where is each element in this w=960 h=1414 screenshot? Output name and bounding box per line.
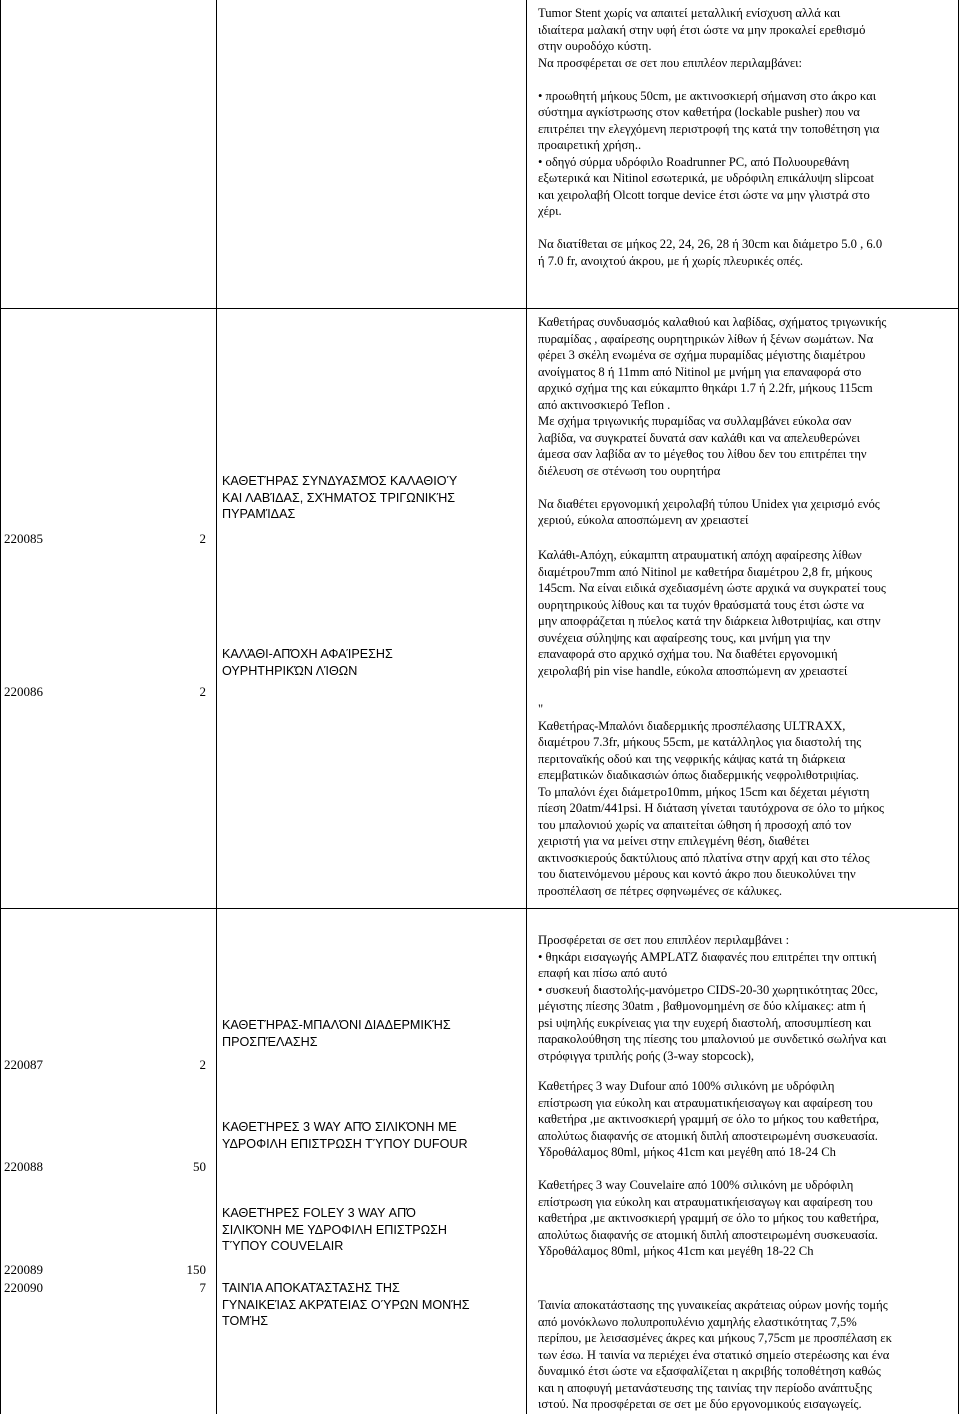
item-quantity: 2 [199,1057,206,1072]
item-title: ΤΑΙΝΊΑ ΑΠΟΚΑΤΆΣΤΑΣΗΣ ΤΗΣ ΓΥΝΑΙΚΕΊΑΣ ΑΚΡΆΤΕΙΑΣ ΟΎΡΩΝ ΜΟΝΉΣ ΤΟΜΉΣ [222,1281,470,1328]
table-border-left [0,0,1,1414]
item-description: " Καθετήρας-Μπαλόνι διαδερμικής προσπέλασης ULTRAXX, διαμέτρου 7.3fr, μήκους 55cm, με κατάλληλος για διαστολή της περιτοναϊκής οδού και της νεφρικής κάψας κατά τη διάρκεια επεμβατικών διαδικασιών όπως διαδερμικής νεφρολιθοτριψίας. Το μπαλόνι έχει διάμετρο10mm, μήκος 15cm και δέχεται μέγιστη πίεση 20atm/441psi. Η διάταση γίνεται ταυτόχρονα σε όλο το μήκος του μπαλονιού χωρίς να απαιτείται ώθηση ή προσοχή από τον χειριστή για να μείνει στην επιλεγμένη θέση, διαθέτει ακτινοσκιερούς δακτύλιους από πλατίνα στην αρχή και στο τέλος του διατεινόμενου μέρους και κοντό άκρο που διευκολύνει την προσπέλαση σε πέτρες σφηνωμένες σε κάλυκες. Προσφέρεται σε σετ που επιπλέον περιλαμβάνει : • θηκάρι εισαγωγής AMPLATZ διαφανές που επιτρέπει την οπτική επαφή και πίσω από αυτό • συσκευή διαστολής-μανόμετρο CIDS-20-30 χωρητικότητας 20cc, μέγιστης πίεσης 30atm , βαθμονομημένη σε δύο κλίμακες: atm ή psi υψηλής ευκρίνειας για την ευχερή διαστολή, αποσυμπίεση και παρακολούθηση της πίεσης του μπαλονιού με συνδετικό σωλήνα και στρόφιγγα τριπλής ροής (3-way stopcock), [538,702,887,1063]
item-code: 220087 [4,1057,43,1072]
column-divider-code-title [216,0,217,1414]
item-title: ΚΑΘΕΤΉΡΕΣ 3 WAY ΑΠΌ ΣΙΛΙΚΌΝΗ ΜΕ ΥΔΡΟΦΙΛΗ ΕΠΙΣΤΡΩΣΗ ΤΎΠΟΥ DUFOUR [222,1120,468,1151]
item-title: ΚΑΘΕΤΉΡΕΣ FOLEY 3 WAY ΑΠΌ ΣΙΛΙΚΌΝΗ ΜΕ ΥΔΡΟΦΙΛΗ ΕΠΙΣΤΡΩΣΗ ΤΎΠΟΥ COUVELAIR [222,1206,447,1253]
item-quantity: 2 [199,531,206,546]
item-code: 220090 [4,1280,43,1295]
item-quantity: 2 [199,684,206,699]
item-quantity: 7 [199,1280,206,1295]
table-border-right [958,0,959,1414]
column-divider-title-desc [526,0,527,1414]
item-code: 220089 [4,1262,43,1277]
item-title: ΚΑΘΕΤΉΡΑΣ ΣΥΝΔΥΑΣΜΌΣ ΚΑΛΑΘΙΟΎ ΚΑΙ ΛΑΒΊΔΑΣ, ΣΧΉΜΑΤΟΣ ΤΡΙΓΩΝΙΚΉΣ ΠΥΡΑΜΊΔΑΣ [222,474,458,521]
item-title: ΚΑΘΕΤΉΡΑΣ-ΜΠΑΛΌΝΙ ΔΙΑΔΕΡΜΙΚΉΣ ΠΡΟΣΠΈΛΑΣΗΣ [222,1018,451,1049]
item-quantity: 50 [193,1159,206,1174]
item-code: 220088 [4,1159,43,1174]
item-description: Καθετήρες 3 way Couvelaire από 100% σιλικόνη με υδρόφιλη επίστρωση για εύκολη και ατραυματικήεισαγωγ και αφαίρεση του καθετήρα ,με ακτινοσκιερή γραμμή σε όλο το μήκος του καθετήρα, απολύτως διαφανής σε ατομική διπλή αποστειρωμένη συσκευασία. Υδροθάλαμος 80ml, μήκος 41cm και μεγέθη 18-22 Ch [538,1178,880,1258]
item-description: Καλάθι-Απόχη, εύκαμπτη ατραυματική απόχη αφαίρεσης λίθων διαμέτρου7mm από Nitinol με καθετήρα διαμέτρου 2,8 fr, μήκους 145cm. Να είναι ειδικά σχεδιασμένη ώστε αρχικά να συγκρατεί τους ουρητηρικούς λίθους και τα τυχόν θραύσματά τους έτσι ώστε να μην αποφράζεται η πύελος κατά την διάρκεια λιθοτριψίας, και στην συνέχεια σύληψης και αφαίρεσης τους, και μνήμη για την επαναφορά στο αρχικό σχήμα του. Να διαθέτει εργονομική χειρολαβή pin vise handle, εύκολα αποσπώμενη αν χρειαστεί [538,548,886,678]
item-quantity: 150 [186,1262,206,1277]
top-description: Tumor Stent χωρίς να απαιτεί μεταλλική ενίσχυση αλλά και ιδιαίτερα μαλακή στην υφή έτσι ώστε να μην προκαλεί ερεθισμό στην ουροδόχο κύστη. Να προσφέρεται σε σετ που επιπλέον περιλαμβάνει: • προωθητή μήκους 50cm, με ακτινοσκιερή σήμανση στο άκρο και σύστημα αγκίστρωσης στον καθετήρα (lockable pusher) που να επιτρέπει την ελεγχόμενη περιστροφή της κατά την τοποθέτηση για προαιρετική χρήση.. • οδηγό σύρμα υδρόφιλο Roadrunner PC, από Πολυουρεθάνη εξωτερικά και Nitinol εσωτερικά, με υδρόφιλη επικάλυψη slipcoat και χειρολαβή Olcott torque device έτσι ώστε να μην γλιστρά στο χέρι. Να διατίθεται σε μήκος 22, 24, 26, 28 ή 30cm και διάμετρο 5.0 , 6.0 ή 7.0 fr, ανοιχτού άκρου, με ή χωρίς πλευρικές οπές. [538,6,883,268]
item-description: Καθετήρας συνδυασμός καλαθιού και λαβίδας, σχήματος τριγωνικής πυραμίδας , αφαίρεσης ουρητηρικών λίθων ή ξένων σωμάτων. Να φέρει 3 σκέλη ενωμένα σε σχήμα πυραμίδας μέγιστης διαμέτρου ανοίγματος 8 ή 11mm από Nitinol με μνήμη για επαναφορά στο αρχικό σχήμα της και εύκαμπτο θηκάρι 1.7 ή 2.2fr, μήκους 115cm από ακτινοσκιερό Teflon . Με σχήμα τριγωνικής πυραμίδας να συλλαμβάνει εύκολα σαν λαβίδα, να συγκρατεί δυνατά σαν καλάθι και να απελευθερώνει άμεσα σαν λαβίδα αν το μέγεθος του λίθου δεν του επιτρέπει την διέλευση σε στένωση του ουρητήρα Να διαθέτει εργονομική χειρολαβή τύπου Unidex για χειρισμό ενός χεριού, εύκολα αποσπώμενη αν χρειαστεί [538,315,887,527]
item-code: 220086 [4,684,43,699]
item-description: Καθετήρες 3 way Dufour από 100% σιλικόνη με υδρόφιλη επίστρωση για εύκολη και ατραυματικήεισαγωγ και αφαίρεση του καθετήρα ,με ακτινοσκιερή γραμμή σε όλο το μήκος του καθετήρα, απολύτως διαφανής σε ατομική διπλή αποστειρωμένη συσκευασία. Υδροθάλαμος 80ml, μήκος 41cm και μεγέθη από 18-24 Ch [538,1079,880,1159]
row-divider [0,308,959,309]
item-code: 220085 [4,531,43,546]
item-description: Ταινία αποκατάστασης της γυναικείας ακράτειας ούρων μονής τομής από μονόκλωνο πολυπροπυλένιο χαμηλής ελαστικότητας 7,5% περίπου, με λεισασμένες άκρες και μήκους 7,75cm με προσπέλαση εκ των έσω. Η ταινία να περιέχει ένα στατικό σημείο στερέωσης και ένα δυναμικό έτσι ώστε να εξασφαλίζεται η ακριβής τοποθέτηση καθώς και η αποφυγή μετανάστευσης της ταινίας την περίοδο ανάπτυξης ιστού. Να προσφέρεται σε σετ με δύο εργονομικούς εισαγωγείς. [538,1298,892,1411]
item-title: ΚΑΛΆΘΙ-ΑΠΌΧΗ ΑΦΑΊΡΕΣΗΣ ΟΥΡΗΤΗΡΙΚΏΝ ΛΊΘΩΝ [222,647,393,678]
